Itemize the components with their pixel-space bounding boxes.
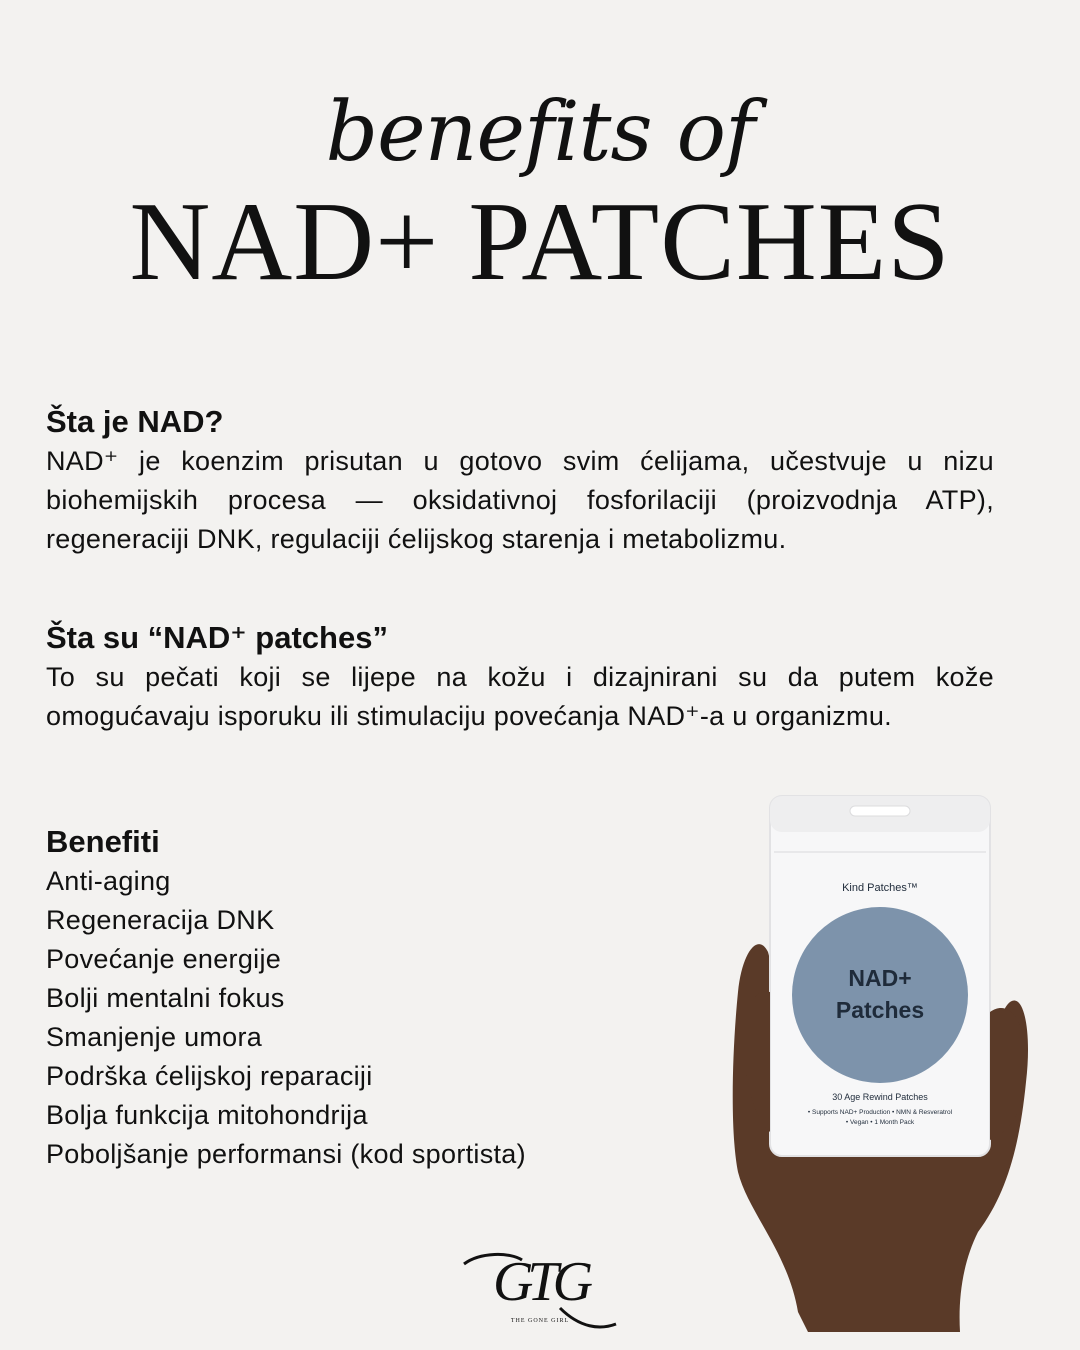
product-features-1: • Supports NAD+ Production • NMN & Resveratrol — [807, 1109, 953, 1116]
list-item: Poboljšanje performansi (kod sportista) — [46, 1139, 526, 1169]
product-brand: Kind Patches™ — [842, 882, 918, 894]
section-heading: Benefiti — [46, 824, 160, 859]
logo-mark: GTG — [492, 1251, 588, 1313]
section-heading: Šta je NAD? — [46, 404, 224, 439]
product-name-line1: NAD+ — [848, 965, 912, 991]
section-text: To su pečati koji se lijepe na kožu i dizajnirani su da putem kože omogućavaju isporuku ili stimulaciju povećanja NAD⁺-a u organizmu. — [46, 662, 994, 731]
product-circle — [792, 907, 968, 1083]
section-heading: Šta su “NAD⁺ patches” — [46, 620, 388, 655]
product-name-line2: Patches — [835, 997, 925, 1023]
section-what-is — [46, 402, 994, 559]
list-item: Bolja funkcija mitohondrija — [46, 1100, 368, 1130]
gtg-logo — [440, 1238, 640, 1338]
product-photo — [728, 792, 1038, 1332]
section-what-are — [46, 618, 994, 736]
title-script: benefits of — [325, 85, 755, 180]
list-item: Regeneracija DNK — [46, 905, 275, 935]
product-features-2: • Vegan • 1 Month Pack — [845, 1119, 915, 1126]
list-item: Povećanje energije — [46, 944, 282, 974]
list-item: Anti-aging — [46, 866, 171, 896]
section-text: NAD⁺ je koenzim prisutan u gotovo svim ćelijama, učestvuje u nizu biohemijskih procesa — oksidativnoj fosforilaciji (proizvodnja ATP), regeneraciji DNK, regulaciji ćelijskog starenja i metabolizmu. — [46, 446, 994, 554]
list-item: Bolji mentalni fokus — [46, 983, 285, 1013]
section-benefits — [46, 822, 666, 1174]
logo-tagline: THE GONE GIRL — [510, 1318, 570, 1324]
product-count: 30 Age Rewind Patches — [832, 1092, 928, 1102]
list-item: Podrška ćelijskoj reparaciji — [46, 1061, 373, 1091]
list-item: Smanjenje umora — [46, 1022, 263, 1052]
benefits-list — [46, 862, 666, 1174]
page-title: NAD+ PATCHES — [129, 180, 951, 304]
